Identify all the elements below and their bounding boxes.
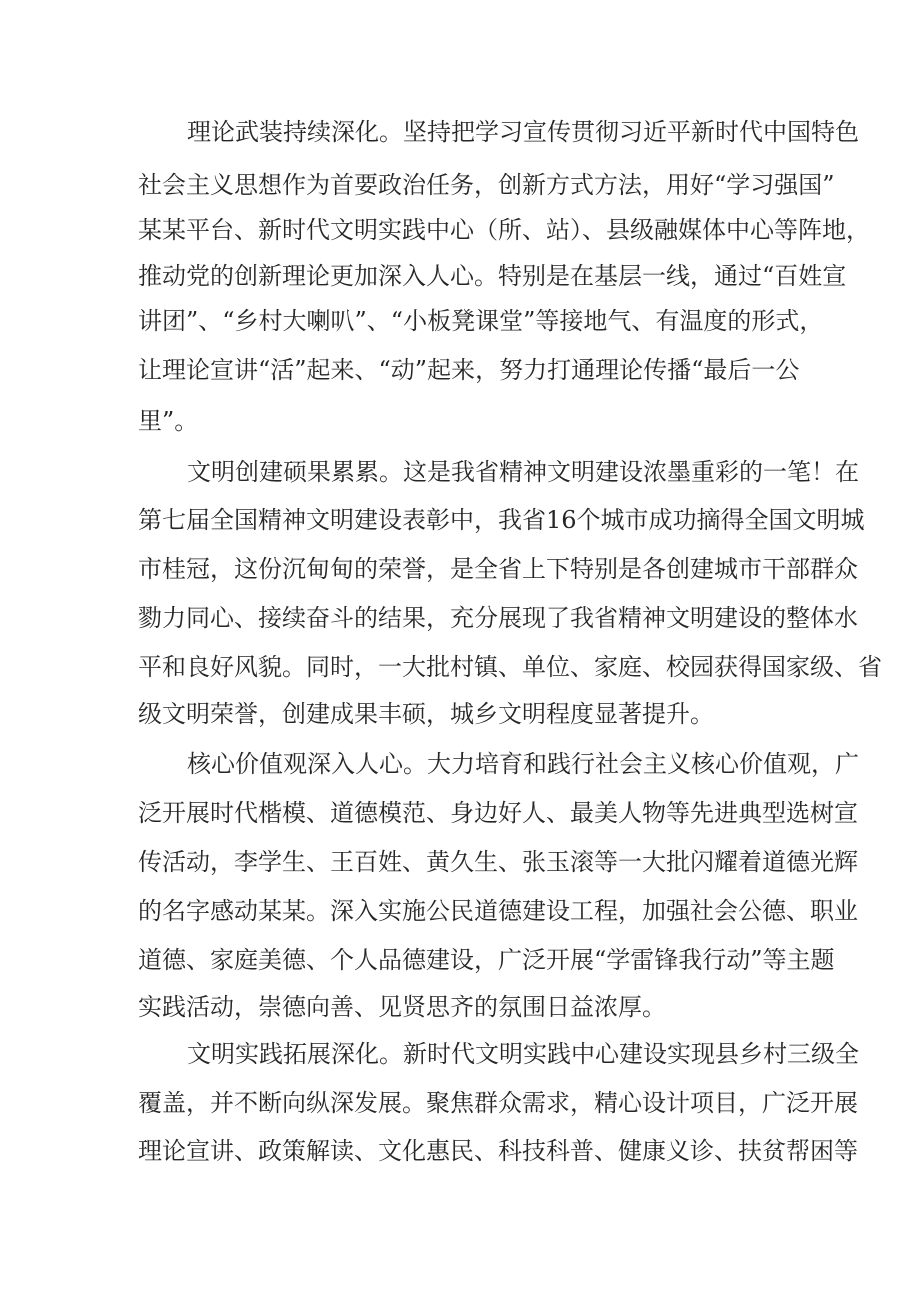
paragraph-2-line-5: 平和良好风貌。同时，一大批村镇、单位、家庭、校园获得国家级、省 (138, 653, 882, 681)
paragraph-1-line-6: 让理论宣讲“活”起来、“动”起来，努力打通理论传播“最后一公 (138, 356, 800, 384)
paragraph-1-line-5: 讲团”、“乡村大喇叭”、“小板凳课堂”等接地气、有温度的形式， (138, 307, 824, 335)
paragraph-3-line-5: 道德、家庭美德、个人品德建设，广泛开展“学雷锋我行动”等主题 (138, 946, 835, 974)
paragraph-3-line-6: 实践活动，崇德向善、见贤思齐的氛围日益浓厚。 (138, 993, 666, 1021)
paragraph-3-line-2: 泛开展时代楷模、道德模范、身边好人、最美人物等先进典型选树宣 (138, 799, 858, 827)
paragraph-1-line-2: 社会主义思想作为首要政治任务，创新方式方法，用好“学习强国” (138, 171, 835, 199)
paragraph-3-line-4: 的名字感动某某。深入实施公民道德建设工程，加强社会公德、职业 (138, 897, 858, 925)
paragraph-3-line-1: 核心价值观深入人心。大力培育和践行社会主义核心价值观，广 (187, 750, 859, 778)
paragraph-4-line-2: 覆盖，并不断向纵深发展。聚焦群众需求，精心设计项目，广泛开展 (138, 1089, 858, 1117)
paragraph-2-line-6: 级文明荣誉，创建成果丰硕，城乡文明程度显著提升。 (138, 700, 714, 728)
paragraph-1-line-4: 推动党的创新理论更加深入人心。特别是在基层一线，通过“百姓宣 (138, 262, 847, 290)
paragraph-2-line-2: 第七届全国精神文明建设表彰中，我省16个城市成功摘得全国文明城 (138, 506, 865, 534)
paragraph-4-line-1: 文明实践拓展深化。新时代文明实践中心建设实现县乡村三级全 (187, 1040, 859, 1068)
paragraph-2-line-3: 市桂冠，这份沉甸甸的荣誉，是全省上下特别是各创建城市干部群众 (138, 555, 858, 583)
paragraph-2-line-1: 文明创建硕果累累。这是我省精神文明建设浓墨重彩的一笔！在 (187, 458, 859, 486)
paragraph-1-line-3: 某某平台、新时代文明实践中心（所、站）、县级融媒体中心等阵地， (138, 216, 870, 244)
paragraph-1-line-7: 里”。 (138, 407, 199, 435)
paragraph-2-line-4: 勠力同心、接续奋斗的结果，充分展现了我省精神文明建设的整体水 (138, 604, 858, 632)
paragraph-4-line-3: 理论宣讲、政策解读、文化惠民、科技科普、健康义诊、扶贫帮困等 (138, 1137, 858, 1165)
paragraph-3-line-3: 传活动，李学生、王百姓、黄久生、张玉滚等一大批闪耀着道德光辉 (138, 848, 858, 876)
paragraph-1-line-1: 理论武装持续深化。坚持把学习宣传贯彻习近平新时代中国特色 (187, 118, 859, 146)
